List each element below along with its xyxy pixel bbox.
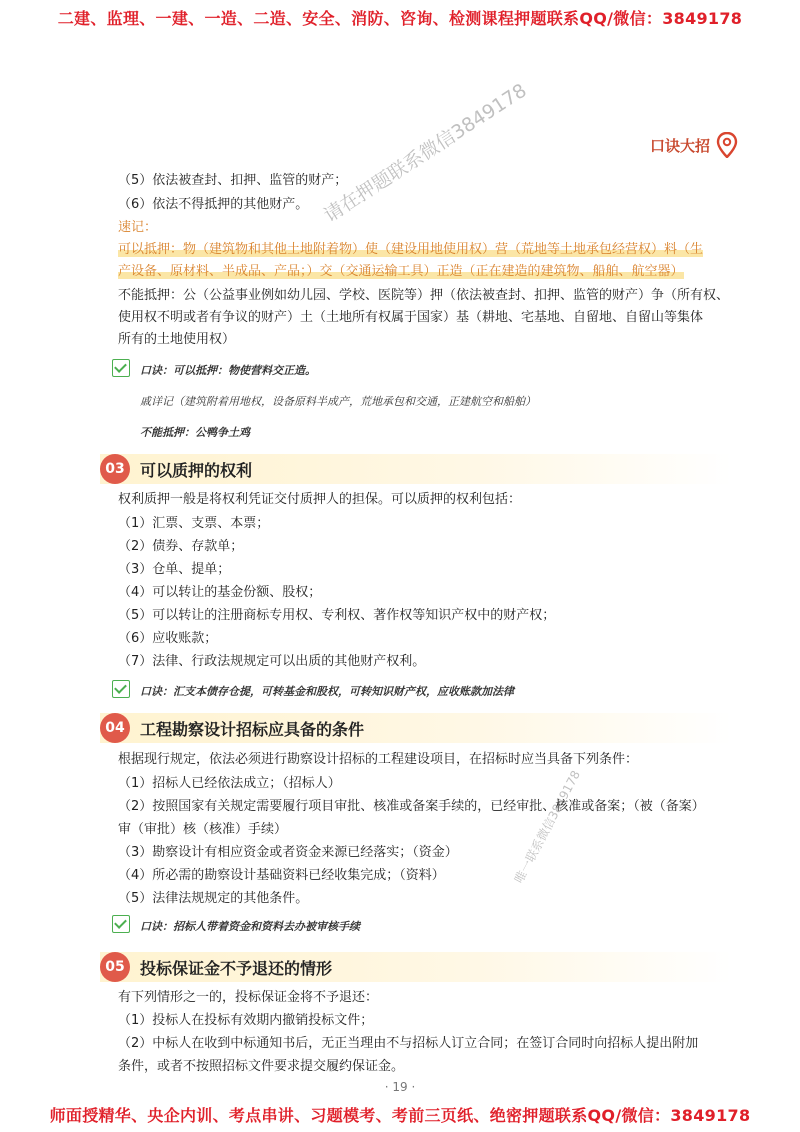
section-header — [100, 952, 732, 982]
watermark: 请在押题联系微信3849178 — [320, 79, 531, 227]
memo-label: 速记： — [118, 220, 158, 235]
mnemonic-tip: 戚详记（建筑附着用地权，设备原料半成产，荒地承包和交通，正建航空和船舶） — [140, 395, 536, 408]
memo-line: 不能抵押：公（公益事业例如幼儿园、学校、医院等）押（依法被查封、扣押、监管的财产）争（所有权、 — [118, 288, 730, 303]
check-icon — [112, 680, 130, 698]
section-title: 可以质押的权利 — [140, 460, 253, 480]
list-item: （1）招标人已经依法成立；（招标人） — [118, 776, 341, 791]
watermark: 唯一联系微信3849178 — [511, 768, 584, 886]
section-header — [100, 454, 732, 484]
list-item: （1）汇票、支票、本票； — [118, 516, 270, 531]
section-number: 04 — [100, 713, 130, 743]
list-item: （4）可以转让的基金份额、股权； — [118, 585, 322, 600]
list-item: 审（审批）核（核准）手续） — [118, 822, 288, 837]
paragraph: 有下列情形之一的，投标保证金将不予退还： — [118, 990, 379, 1005]
location-pin-icon — [716, 132, 738, 158]
list-item: （4）所必需的勘察设计基础资料已经收集完成；（资料） — [118, 868, 445, 883]
list-item: （3）仓单、提单； — [118, 562, 231, 577]
mnemonic-tip: 口诀：可以抵押：物使营料交正造。 — [140, 364, 316, 377]
bottom-banner: 师面授精华、央企内训、考点串讲、习题模考、考前三页纸、绝密押题联系QQ/微信：3849178 — [49, 1106, 751, 1125]
brand-logo — [650, 132, 738, 158]
brand-text: 口诀大招 — [649, 136, 710, 155]
list-item: （6）应收账款； — [118, 631, 218, 646]
section-title: 工程勘察设计招标应具备的条件 — [140, 719, 365, 739]
section-header — [100, 713, 732, 743]
memo-line: 所有的土地使用权） — [118, 332, 236, 347]
mnemonic-tip: 口诀：汇支本债存仓提，可转基金和股权，可转知识财产权，应收账款加法律 — [140, 685, 514, 698]
list-item: （5）依法被查封、扣押、监管的财产； — [118, 173, 348, 188]
list-item: （7）法律、行政法规规定可以出质的其他财产权利。 — [118, 654, 426, 669]
list-item: （5）法律法规规定的其他条件。 — [118, 891, 309, 906]
mnemonic-tip: 口诀：招标人带着资金和资料去办被审核手续 — [140, 920, 360, 933]
list-item: （6）依法不得抵押的其他财产。 — [118, 197, 309, 212]
memo-line: 产设备、原材料、半成品、产品；）交（交通运输工具）正造（正在建造的建筑物、船舶、航空器） — [118, 264, 684, 279]
memo-line: 使用权不明或者有争议的财产）土（土地所有权属于国家）基（耕地、宅基地、自留地、自留山等集体 — [118, 310, 704, 325]
section-title: 投标保证金不予退还的情形 — [140, 958, 333, 978]
mnemonic-tip: 不能抵押：公鸭争土鸡 — [140, 426, 250, 439]
page-number: · 19 · — [384, 1080, 416, 1094]
section-number: 03 — [100, 454, 130, 484]
paragraph: 权利质押一般是将权利凭证交付质押人的担保。可以质押的权利包括： — [118, 492, 522, 507]
list-item: （1）投标人在投标有效期内撤销投标文件； — [118, 1013, 374, 1028]
list-item: （2）中标人在收到中标通知书后，无正当理由不与招标人订立合同；在签订合同时向招标人提出附加 — [118, 1036, 699, 1051]
paragraph: 根据现行规定，依法必须进行勘察设计招标的工程建设项目，在招标时应当具备下列条件： — [118, 752, 639, 767]
check-icon — [112, 359, 130, 377]
list-item: 条件，或者不按照招标文件要求提交履约保证金。 — [118, 1059, 405, 1074]
memo-line: 可以抵押：物（建筑物和其他土地附着物）使（建设用地使用权）营（荒地等土地承包经营权）料（生 — [118, 242, 704, 257]
list-item: （2）按照国家有关规定需要履行项目审批、核准或备案手续的，已经审批、核准或备案；（被（备案） — [118, 799, 705, 814]
list-item: （5）可以转让的注册商标专用权、专利权、著作权等知识产权中的财产权； — [118, 608, 556, 623]
check-icon — [112, 915, 130, 933]
section-number: 05 — [100, 952, 130, 982]
list-item: （2）债券、存款单； — [118, 539, 244, 554]
list-item: （3）勘察设计有相应资金或者资金来源已经落实；（资金） — [118, 845, 458, 860]
top-banner: 二建、监理、一建、一造、二造、安全、消防、咨询、检测课程押题联系QQ/微信：3849178 — [57, 9, 743, 28]
